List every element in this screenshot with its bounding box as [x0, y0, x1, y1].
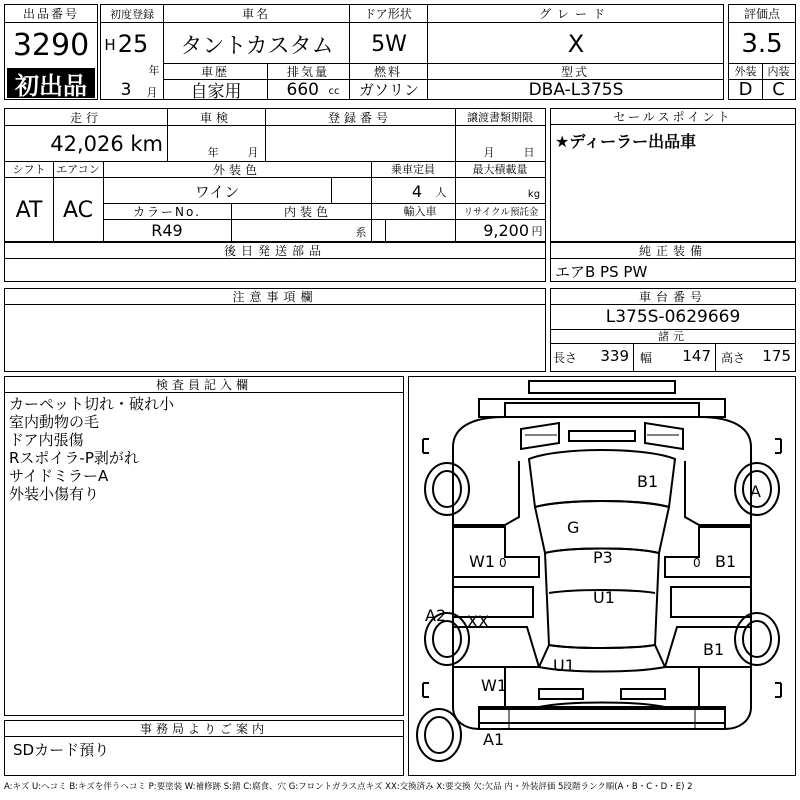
- door-type: 5W: [371, 31, 407, 57]
- ac: AC: [62, 197, 94, 223]
- office-text: SDカード預り: [13, 741, 110, 759]
- car-name: タントカスタム: [180, 33, 334, 59]
- grade-label: グレード: [427, 5, 723, 23]
- score-box: [728, 4, 796, 100]
- lot-box: [4, 4, 98, 100]
- transfer-month-unit: 月: [483, 146, 495, 159]
- office-label: 事務局よりご案内: [5, 721, 403, 737]
- ext-grade: D: [738, 80, 753, 99]
- ext-label: 外装: [734, 65, 757, 78]
- mileage: 42,026 km: [50, 132, 163, 156]
- mark-a2-left: A2: [425, 606, 447, 625]
- legend-footer: A:キズ U:ヘコミ B:キズを伴うヘコミ P:要塗装 W:補修跡 S:錆 C:腐食、穴 G:フロントガラス点キズ XX:交換済み X:要交換 欠:欠品 内・外装評価 5段階ランク順(A・B・C・D・E) 2: [4, 782, 693, 792]
- spec-box: [4, 108, 546, 242]
- mark-xx-left: XX: [467, 612, 489, 631]
- caution-label: 注意事項欄: [5, 289, 545, 305]
- interior-unit: 系: [355, 226, 367, 239]
- selling-point-box: [550, 108, 796, 242]
- mark-a-front-tire: A: [750, 482, 761, 501]
- import-label: 輸入車: [403, 205, 437, 218]
- door-label: ドア形状: [349, 5, 427, 23]
- load-unit: kg: [527, 188, 541, 200]
- recycle-label: リサイクル預託金: [463, 207, 539, 218]
- chassis-box: [550, 288, 796, 372]
- disp-unit: cc: [328, 85, 340, 97]
- height: 175: [762, 347, 791, 365]
- later-parts-box: [4, 242, 546, 282]
- mark-w1-left-rear: W1: [481, 676, 507, 695]
- equipment-box: [550, 242, 796, 282]
- note-line: 室内動物の毛: [9, 413, 100, 431]
- note-line: カーペット切れ・破れ小: [9, 395, 175, 413]
- mark-b1-right-rear: B1: [703, 640, 725, 659]
- load-label: 最大積載量: [472, 163, 528, 176]
- history-label: 車歴: [200, 64, 229, 79]
- color-no: R49: [151, 221, 183, 240]
- shift-label: シフト: [12, 163, 46, 176]
- mark-b1-hood: B1: [637, 472, 659, 491]
- recycle-amount: 9,200: [483, 221, 529, 240]
- reg-label: 初度登録: [101, 5, 163, 23]
- car-diagram: [409, 377, 795, 775]
- color: ワイン: [194, 182, 240, 201]
- height-label: 高さ: [720, 350, 745, 365]
- width: 147: [682, 347, 711, 365]
- mark-a1-spare: A1: [483, 730, 505, 749]
- grade: X: [567, 30, 585, 58]
- mark-zero-right: 0: [693, 556, 701, 570]
- inspector-box: [4, 376, 404, 716]
- int-label: 内装: [767, 65, 790, 78]
- damage-diagram-box: [408, 376, 796, 776]
- selling-text: ★ディーラー出品車: [555, 132, 697, 151]
- transfer-label: 譲渡書類期限: [467, 111, 533, 124]
- mark-w1-left-front: W1: [469, 552, 495, 571]
- disp-label: 排気量: [286, 64, 329, 79]
- mark-b1-right-front: B1: [715, 552, 737, 571]
- mark-zero-left: 0: [499, 556, 507, 570]
- insp-month-unit: 月: [247, 146, 259, 159]
- chassis-number: L375S-0629669: [605, 307, 741, 327]
- shift: AT: [15, 197, 43, 223]
- mark-p3-roof: P3: [593, 548, 613, 567]
- era: H: [104, 36, 116, 54]
- displacement: 660: [286, 80, 319, 99]
- dims-label: 諸元: [658, 330, 688, 343]
- name-label: 車名: [163, 5, 349, 23]
- note-line: Rスポイラ-P剥がれ: [9, 449, 139, 467]
- recycle-unit: 円: [531, 225, 543, 238]
- color-no-label: カラーNo.: [133, 204, 201, 219]
- history: 自家用: [190, 82, 242, 99]
- mark-u1-rear: U1: [553, 656, 575, 675]
- chassis-label: 車台番号: [551, 289, 795, 305]
- inspector-label: 検査員記入欄: [5, 377, 403, 393]
- lot-number: 3290: [12, 27, 90, 63]
- reg-month: 3: [120, 81, 132, 99]
- caution-box: [4, 288, 546, 372]
- length-label: 長さ: [553, 350, 578, 365]
- first-listing-badge: 初出品: [7, 68, 95, 98]
- office-box: [4, 720, 404, 776]
- capacity-unit: 人: [435, 186, 447, 199]
- insp-year-unit: 年: [207, 146, 219, 159]
- selling-label: セールスポイント: [551, 109, 795, 125]
- ac-label: エアコン: [56, 163, 100, 176]
- equipment-text: エアB PS PW: [555, 263, 648, 281]
- mark-u1-roof: U1: [593, 588, 615, 607]
- note-line: ドア内張傷: [9, 431, 84, 449]
- year-unit: 年: [148, 64, 160, 77]
- reg-year: 25: [117, 30, 149, 58]
- later-parts-label: 後日発送部品: [5, 243, 545, 259]
- inspection-label: 車検: [199, 110, 232, 125]
- score: 3.5: [741, 29, 783, 59]
- equipment-label: 純正装備: [551, 243, 795, 259]
- model-label: 型式: [560, 64, 589, 79]
- capacity: 4: [411, 181, 423, 201]
- note-line: 外装小傷有り: [9, 485, 100, 503]
- regno-label: 登録番号: [327, 110, 392, 125]
- fuel-label: 燃料: [373, 64, 402, 79]
- score-label: 評価点: [729, 5, 795, 23]
- color-label: 外装色: [212, 162, 261, 177]
- model-code: DBA-L375S: [528, 80, 624, 99]
- transfer-day-unit: 日: [523, 146, 535, 159]
- lot-label: 出品番号: [5, 5, 97, 23]
- mileage-label: 走行: [69, 110, 102, 125]
- inspector-notes: [9, 395, 174, 503]
- width-label: 幅: [639, 350, 652, 365]
- interior-label: 内装色: [283, 204, 332, 219]
- fuel: ガソリン: [358, 81, 419, 99]
- length: 339: [600, 347, 629, 365]
- mark-g-windshield: G: [567, 518, 580, 537]
- main-header-box: [100, 4, 724, 100]
- note-line: サイドミラーA: [9, 467, 109, 485]
- capacity-label: 乗車定員: [391, 163, 435, 176]
- int-grade: C: [772, 80, 785, 99]
- month-unit: 月: [146, 86, 158, 99]
